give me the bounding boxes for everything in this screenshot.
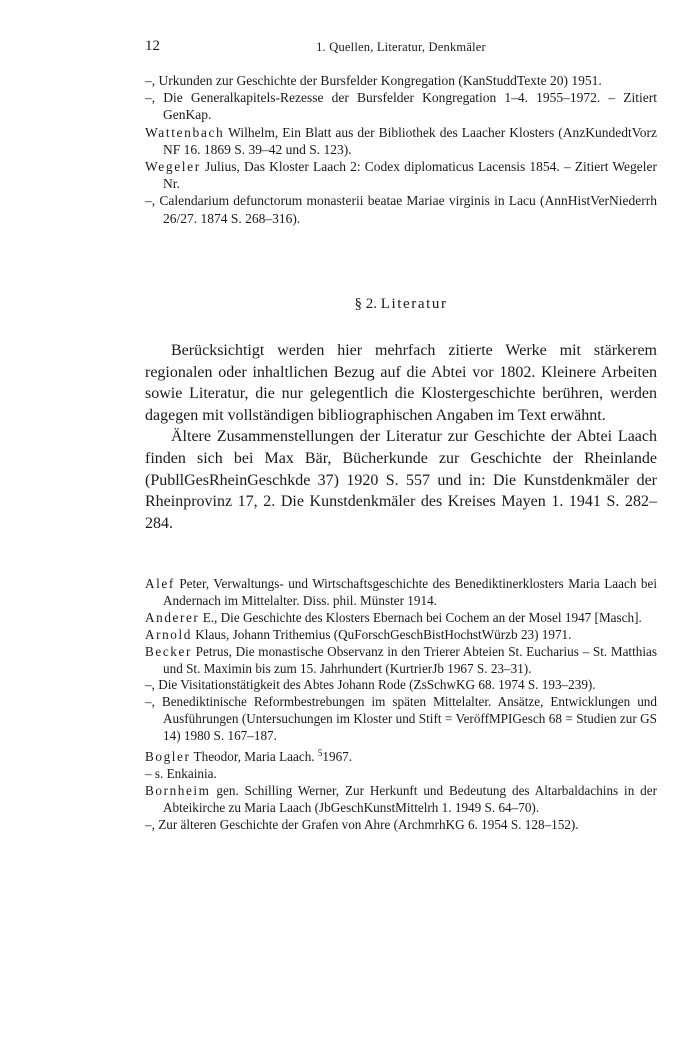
entry-text: – s. Enkainia.	[145, 765, 217, 781]
sources-list	[145, 72, 657, 227]
entry-text: Peter, Verwaltungs- und Wirtschaftsgeschichte des Benediktinerklosters Maria Laach bei Andernach im Mittelalter. Diss. phil. Münster 1914.	[163, 576, 657, 608]
list-item	[145, 627, 657, 644]
list-item	[145, 783, 657, 817]
entry-text: Theodor, Maria Laach.	[190, 749, 318, 765]
section-heading	[145, 296, 657, 313]
entry-text: –, Zur älteren Geschichte der Grafen von Ahre (ArchmrhKG 6. 1954 S. 128–152).	[145, 816, 579, 832]
entry-text: –, Urkunden zur Geschichte der Bursfelder Kongregation (KanStuddTexte 20) 1951.	[145, 73, 602, 88]
list-item	[145, 124, 657, 158]
page-header	[145, 38, 657, 58]
body-paragraph: Ältere Zusammenstellungen der Literatur zur Geschichte der Abtei Laach finden sich bei Max Bär, Bücherkunde zur Geschichte der Rheinlande (PubllGesRheinGeschkde 37) 1920 S. 557 und in: Die Kunstdenkmäler der Rheinprovinz 17, 2. Die Kunstdenkmäler des Kreises Mayen 1. 1941 S. 282–284.	[145, 428, 657, 532]
edition-superscript: 5	[317, 748, 323, 759]
list-item	[145, 817, 657, 834]
entry-author: Alef	[145, 576, 175, 591]
entry-author: Bogler	[145, 749, 191, 765]
section-number: § 2.	[354, 296, 377, 312]
list-item	[145, 576, 657, 610]
entry-text: Petrus, Die monastische Observanz in den Trierer Abteien St. Eucharius – St. Matthias und St. Maximin bis zum 15. Jahrhundert (KurtrierJb 1967 S. 23–31).	[163, 643, 657, 676]
list-item	[145, 766, 657, 783]
entry-text: Klaus, Johann Trithemius (QuForschGeschBistHochstWürzb 23) 1971.	[191, 626, 572, 642]
entry-author: Becker	[145, 643, 192, 659]
body-paragraph: Berücksichtigt werden hier mehrfach zitierte Werke mit stärkerem regionalen oder inhaltlichen Bezug auf die Abtei vor 1802. Kleinere Arbeiten sowie Literatur, die nur gelegentlich die Klostergeschichte berühren, werden dagegen mit vollständigen bibliographischen Angaben im Text erwähnt.	[145, 342, 657, 424]
entry-text: gen. Schilling Werner, Zur Herkunft und Bedeutung des Altarbaldachins in der Abteikirche zu Maria Laach (JbGeschKunstMittelrh 1. 1949 S. 64–70).	[163, 782, 657, 815]
section-title: Literatur	[380, 296, 448, 312]
list-item	[145, 677, 657, 694]
literature-list	[145, 576, 657, 834]
list-item	[145, 72, 657, 89]
page-number: 12	[145, 38, 160, 54]
entry-text: Julius, Das Kloster Laach 2: Codex diplomaticus Lacensis 1854. – Zitiert Wegeler Nr.	[163, 159, 657, 192]
entry-author: Wegeler	[145, 159, 201, 175]
entry-author: Anderer	[145, 609, 200, 625]
list-item	[145, 89, 657, 123]
entry-author: Arnold	[145, 626, 192, 642]
list-item	[145, 610, 657, 627]
entry-text: Wilhelm, Ein Blatt aus der Bibliothek des Laacher Klosters (AnzKundedtVorz NF 16. 1869 S. 39–42 und S. 123).	[163, 124, 657, 157]
list-item	[145, 158, 657, 192]
entry-text-tail: 1967.	[322, 749, 353, 765]
list-item	[145, 644, 657, 678]
entry-author: Wattenbach	[145, 124, 225, 140]
entry-author: Bornheim	[145, 782, 211, 798]
entry-text: –, Die Generalkapitels-Rezesse der Bursfelder Kongregation 1–4. 1955–1972. – Zitiert GenKap.	[145, 90, 657, 123]
entry-text: E., Die Geschichte des Klosters Ebernach bei Cochem an der Mosel 1947 [Masch].	[199, 609, 642, 625]
list-item	[145, 192, 657, 226]
entry-text: –, Benediktinische Reformbestrebungen im späten Mittelalter. Ansätze, Entwicklungen und Ausführungen (Untersuchungen im Kloster und Stift = VeröffMPIGesch 68 = Studien zur GS 14) 1980 S. 167–187.	[145, 694, 657, 744]
list-item	[145, 694, 657, 745]
list-item	[145, 745, 657, 766]
entry-text: –, Die Visitationstätigkeit des Abtes Johann Rode (ZsSchwKG 68. 1974 S. 193–239).	[145, 677, 596, 693]
entry-text: –, Calendarium defunctorum monasterii beatae Mariae virginis in Lacu (AnnHistVerNiederrh 26/27. 1874 S. 268–316).	[145, 193, 657, 226]
running-title: 1. Quellen, Literatur, Denkmäler	[316, 40, 486, 54]
section-body	[145, 340, 657, 534]
